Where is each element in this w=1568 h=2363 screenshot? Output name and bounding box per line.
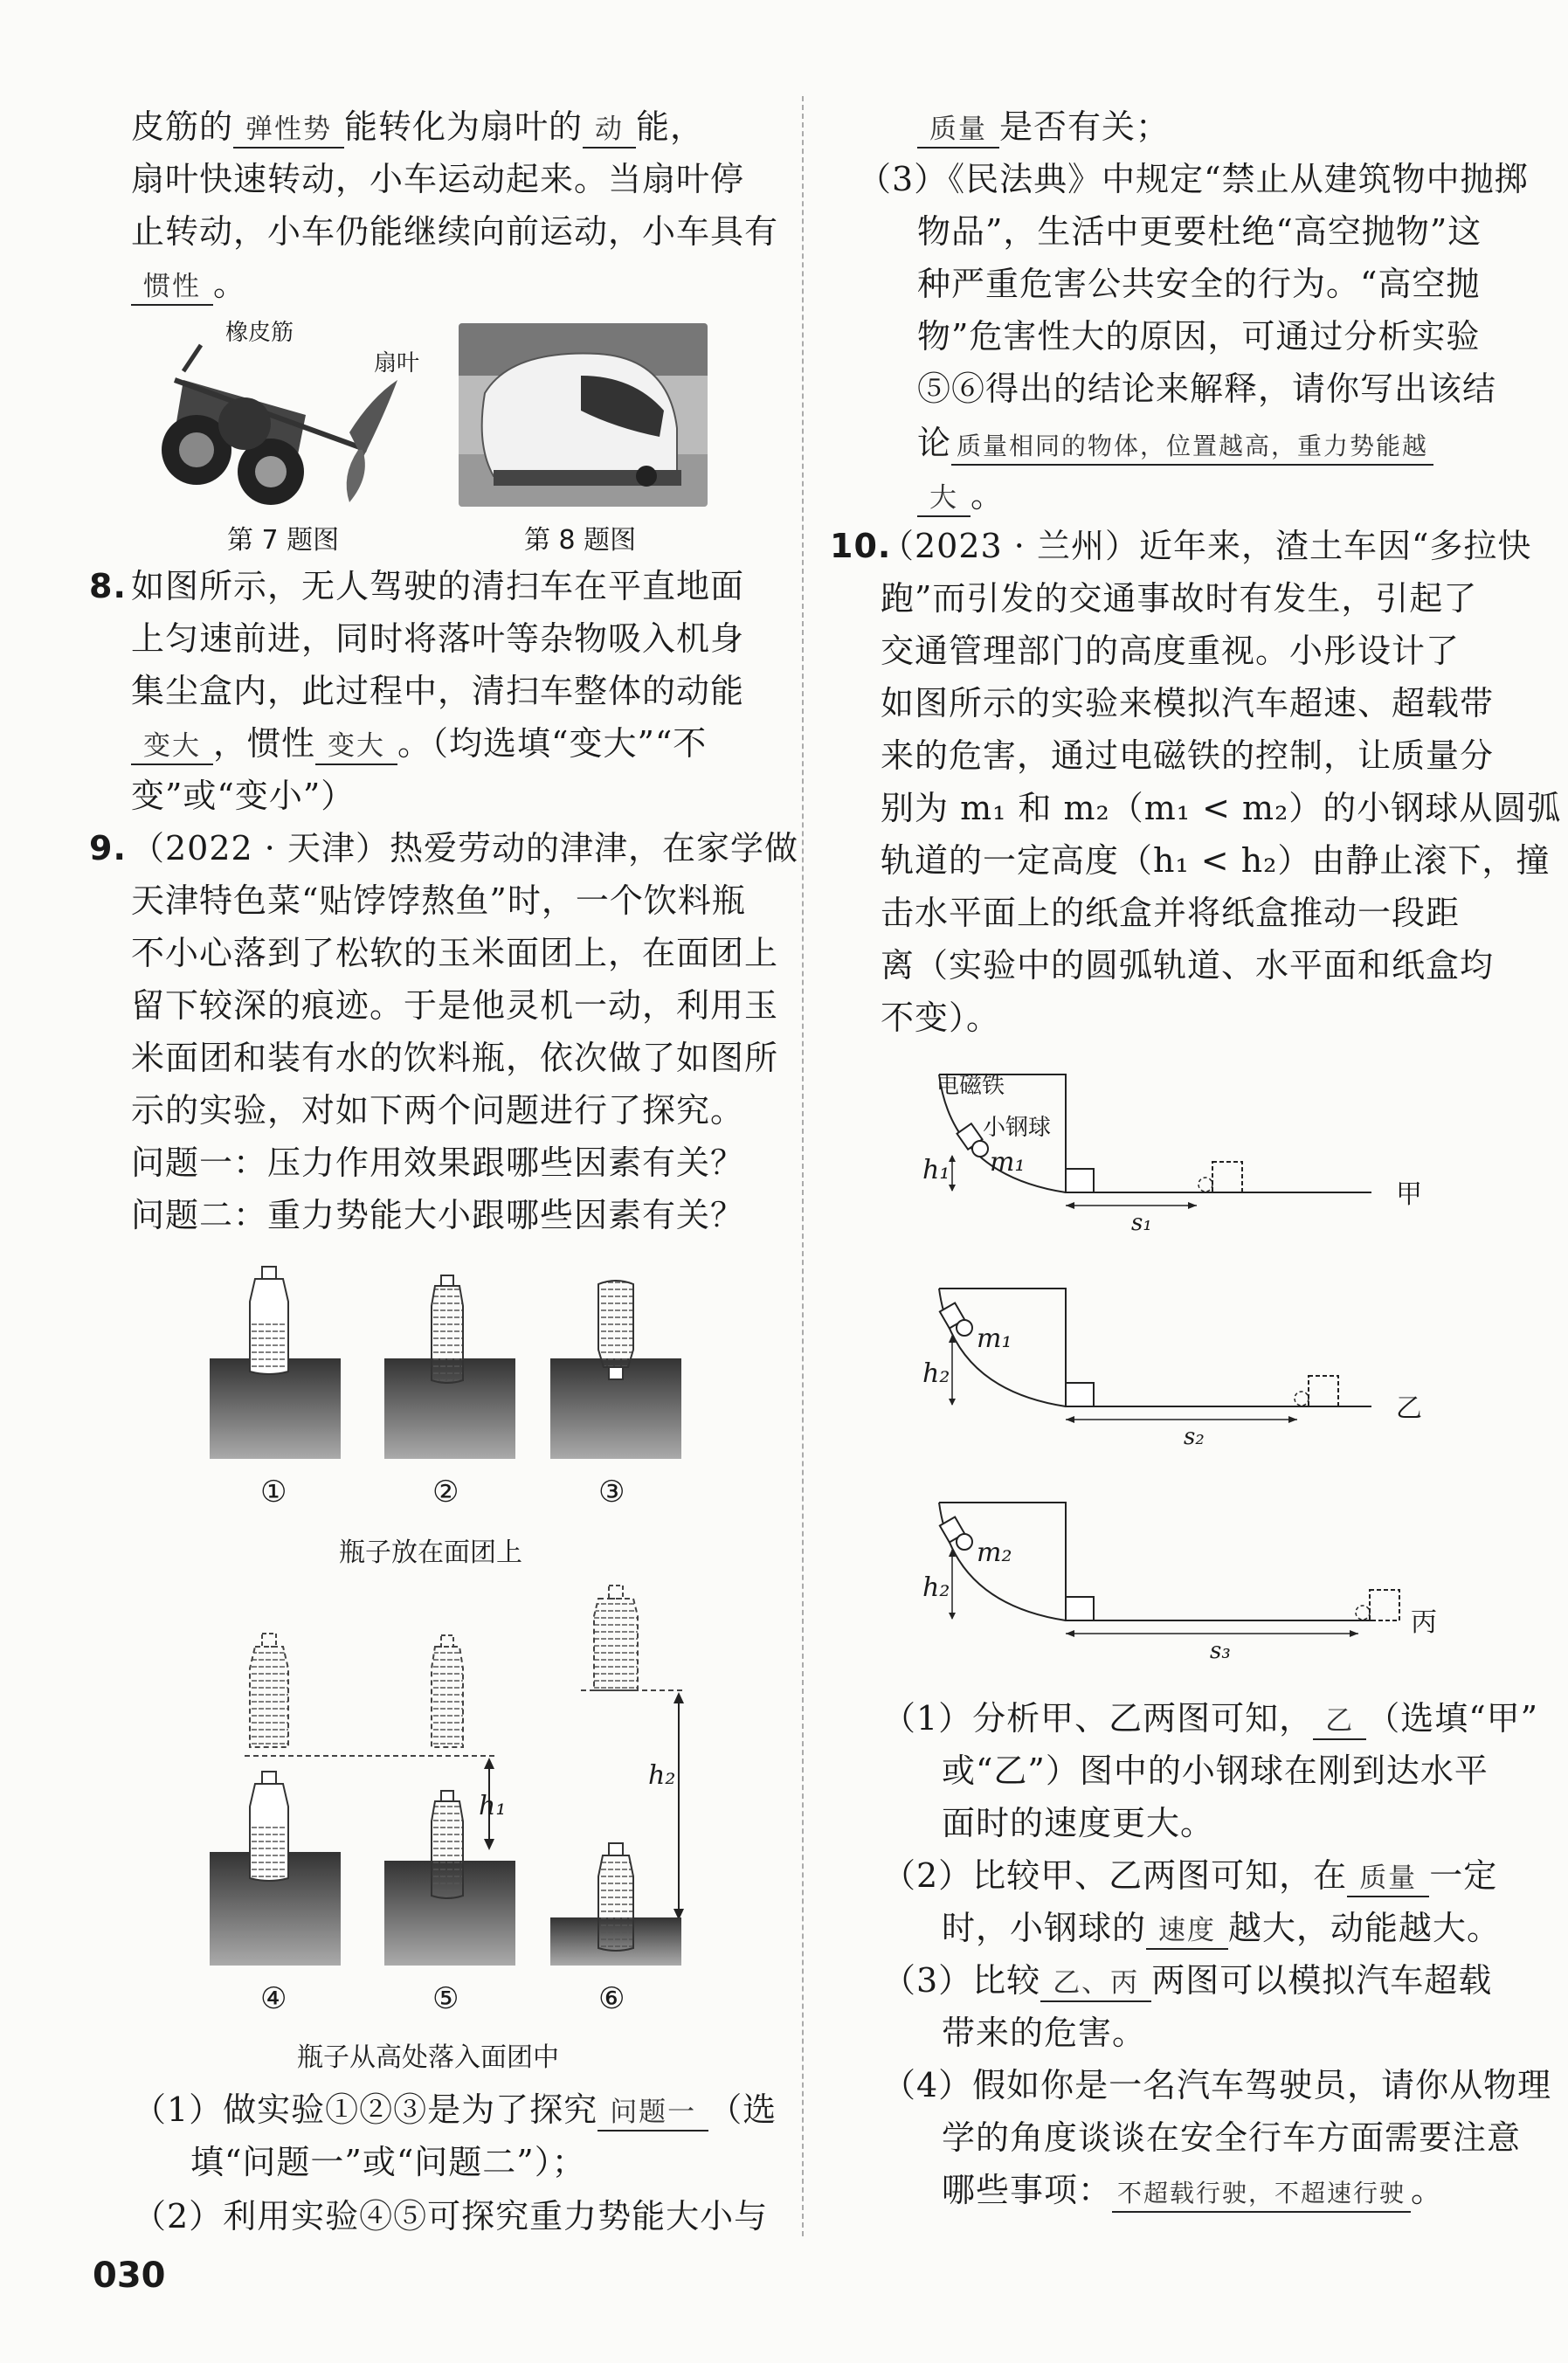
q9-line-2: 天津特色菜“贴饽饽熬鱼”时，一个饮料瓶 xyxy=(131,881,746,920)
q9-part3-line4: 物”危害性大的原因，可通过分析实验 xyxy=(917,317,1481,356)
panel-bing xyxy=(939,1503,1399,1637)
panel1-m: m₁ xyxy=(990,1147,1026,1178)
q10-part3-line1: （3）比较 乙、丙 两图可以模拟汽车超载 xyxy=(882,1959,1492,2002)
panel3-m: m₂ xyxy=(977,1537,1012,1568)
fig9-caption-bottom: 瓶子从高处落入面团中 xyxy=(297,2042,559,2073)
answer-blank: 变大 xyxy=(315,729,397,765)
q10-line-5: 来的危害，通过电磁铁的控制，让质量分 xyxy=(881,736,1495,775)
q9-part3-line3: 种严重危害公共安全的行为。“高空抛 xyxy=(917,265,1481,303)
q8-line-1: 如图所示，无人驾驶的清扫车在平直地面 xyxy=(131,567,745,605)
experiment-label-6: ⑥ xyxy=(598,1981,625,2016)
height-label-h1: h₁ xyxy=(479,1791,507,1821)
q10-part4-line2: 学的角度谈谈在安全行车方面需要注意 xyxy=(942,2118,1522,2157)
experiment-label-1: ① xyxy=(260,1475,287,1510)
q9-line-6: 示的实验，对如下两个问题进行了探究。 xyxy=(131,1091,745,1130)
q9-number: 9. xyxy=(89,829,127,867)
answer-blank: 不超载行驶，不超速行驶 xyxy=(1112,2176,1411,2213)
q9-part3-line7: 大 。 xyxy=(917,473,1005,517)
q10-part2-line1: （2）比较甲、乙两图可知，在 质量 一定 xyxy=(882,1854,1497,1897)
label-steel-ball: 小钢球 xyxy=(983,1115,1052,1141)
answer-blank: 速度 xyxy=(1146,1913,1228,1950)
q10-line-8: 击水平面上的纸盒并将纸盒推动一段距 xyxy=(881,894,1461,932)
q10-part4-line3: 哪些事项： 不超载行驶，不超速行驶 。 xyxy=(942,2168,1445,2213)
fig7-label-fan: 扇叶 xyxy=(374,350,420,377)
answer-blank: 乙、丙 xyxy=(1040,1966,1151,2002)
q10-part4-line1: （4）假如你是一名汽车驾驶员，请你从物理 xyxy=(882,2066,1552,2104)
q8-line-3: 集尘盒内，此过程中，清扫车整体的动能 xyxy=(131,672,745,710)
fig9-caption-top: 瓶子放在面团上 xyxy=(339,1537,522,1568)
q9-part3-line5: ⑤⑥得出的结论来解释，请你写出该结 xyxy=(917,370,1497,408)
q9-part1-line2: 填“问题一”或“问题二”）； xyxy=(190,2143,586,2181)
fig7-caption: 第 7 题图 xyxy=(227,525,340,556)
panel2-m: m₁ xyxy=(977,1323,1012,1354)
bottle-2 xyxy=(432,1275,463,1383)
q10-line-10: 不变）。 xyxy=(881,998,1001,1037)
experiment-label-3: ③ xyxy=(598,1475,625,1510)
q7-line-4: 惯性 。 xyxy=(131,262,247,306)
answer-blank: 惯性 xyxy=(131,269,213,306)
answer-blank: 大 xyxy=(917,480,971,517)
q10-line-7: 轨道的一定高度（h₁ < h₂）由静止滚下，撞 xyxy=(881,841,1551,880)
answer-blank: 弹性势 xyxy=(233,112,344,149)
panel-yi xyxy=(939,1289,1371,1423)
fig7-label-rubber-band: 橡皮筋 xyxy=(225,320,294,346)
q9-part3-line1: （3）《民法典》中规定“禁止从建筑物中抛掷 xyxy=(858,160,1529,198)
q10-part1-line3: 面时的速度更大。 xyxy=(942,1804,1215,1842)
q9-line-5: 米面团和装有水的饮料瓶，依次做了如图所 xyxy=(131,1039,779,1077)
column-divider xyxy=(802,96,804,2236)
experiment-label-2: ② xyxy=(432,1475,459,1510)
experiment-label-4: ④ xyxy=(260,1981,287,2016)
panel3-name: 丙 xyxy=(1411,1607,1437,1638)
q9-part2-line2: 质量 是否有关； xyxy=(917,105,1170,149)
bottle-1 xyxy=(250,1267,288,1374)
q8-number: 8. xyxy=(89,567,127,605)
q7-line-2: 扇叶快速转动，小车运动起来。当扇叶停 xyxy=(131,160,745,198)
q9-line-8: 问题二：重力势能大小跟哪些因素有关？ xyxy=(131,1196,745,1234)
answer-blank: 质量相同的物体，位置越高，重力势能越 xyxy=(951,429,1433,466)
q10-number: 10. xyxy=(830,527,892,565)
answer-blank: 质量 xyxy=(917,112,999,149)
q10-part1-line1: （1）分析甲、乙两图可知， 乙 （选填“甲” xyxy=(882,1696,1538,1740)
answer-blank: 质量 xyxy=(1347,1861,1429,1897)
q10-part3-line2: 带来的危害。 xyxy=(942,2014,1147,2052)
q10-part1-line2: 或“乙”）图中的小钢球在刚到达水平 xyxy=(942,1752,1489,1790)
q9-line-7: 问题一：压力作用效果跟哪些因素有关？ xyxy=(131,1143,745,1182)
height-label-h2: h₂ xyxy=(648,1760,676,1791)
q8-line-2: 上匀速前进，同时将落叶等杂物吸入机身 xyxy=(131,619,745,658)
q8-line-4: 变大 ，惯性 变大 。（均选填“变大”“不 xyxy=(131,722,707,765)
panel2-name: 乙 xyxy=(1396,1393,1422,1424)
q9-line-3: 不小心落到了松软的玉米面团上，在面团上 xyxy=(131,934,779,972)
q10-line-9: 离（实验中的圆弧轨道、水平面和纸盒均 xyxy=(881,946,1495,985)
panel1-name: 甲 xyxy=(1396,1179,1422,1210)
panel1-h: h₁ xyxy=(922,1155,950,1185)
q9-part3-line2: 物品”，生活中更要杜绝“高空抛物”这 xyxy=(917,212,1482,251)
page-number: 030 xyxy=(93,2256,166,2296)
q10-line-2: 跑”而引发的交通事故时有发生，引起了 xyxy=(881,579,1478,618)
fig8-caption: 第 8 题图 xyxy=(524,525,637,556)
answer-blank: 问题一 xyxy=(597,2095,708,2132)
q10-part2-line2: 时，小钢球的 速度 越大，动能越大。 xyxy=(942,1906,1501,1950)
q9-part1-line1: （1）做实验①②③是为了探究 问题一 （选 xyxy=(133,2088,777,2132)
panel2-h: h₂ xyxy=(922,1358,950,1389)
answer-blank: 变大 xyxy=(131,729,213,765)
answer-blank: 乙 xyxy=(1313,1703,1366,1740)
q9-part2-line1: （2）利用实验④⑤可探究重力势能大小与 xyxy=(133,2197,769,2235)
q10-line-1: （2023 · 兰州）近年来，渣土车因“多拉快 xyxy=(881,527,1532,565)
experiment-label-5: ⑤ xyxy=(432,1981,459,2016)
fig9-top-diagram xyxy=(210,1258,699,1459)
q7-line-3: 止转动，小车仍能继续向前运动，小车具有 xyxy=(131,212,779,251)
q7-line-1: 皮筋的 弹性势 能转化为扇叶的 动 能， xyxy=(131,105,704,149)
q9-line-1: （2022 · 天津）热爱劳动的津津，在家学做 xyxy=(131,829,798,867)
q10-line-6: 别为 m₁ 和 m₂（m₁ < m₂）的小钢球从圆弧 xyxy=(881,789,1562,827)
fig9-bottom-diagram xyxy=(210,1572,699,1966)
q10-line-3: 交通管理部门的高度重视。小彤设计了 xyxy=(881,632,1461,670)
panel2-s: s₂ xyxy=(1184,1424,1205,1450)
q10-line-4: 如图所示的实验来模拟汽车超速、超载带 xyxy=(881,684,1495,722)
q8-line-5: 变”或“变小”） xyxy=(131,777,356,815)
q9-part3-line6: 论 质量相同的物体，位置越高，重力势能越 xyxy=(917,421,1433,466)
q9-line-4: 留下较深的痕迹。于是他灵机一动，利用玉 xyxy=(131,986,779,1025)
label-electromagnet: 电磁铁 xyxy=(936,1073,1005,1099)
panel1-s: s₁ xyxy=(1131,1210,1152,1236)
answer-blank: 动 xyxy=(583,112,636,149)
panel3-s: s₃ xyxy=(1210,1638,1231,1664)
panel3-h: h₂ xyxy=(922,1572,950,1603)
bottle-3 xyxy=(598,1281,633,1379)
fig8-cleaning-vehicle xyxy=(459,323,708,507)
